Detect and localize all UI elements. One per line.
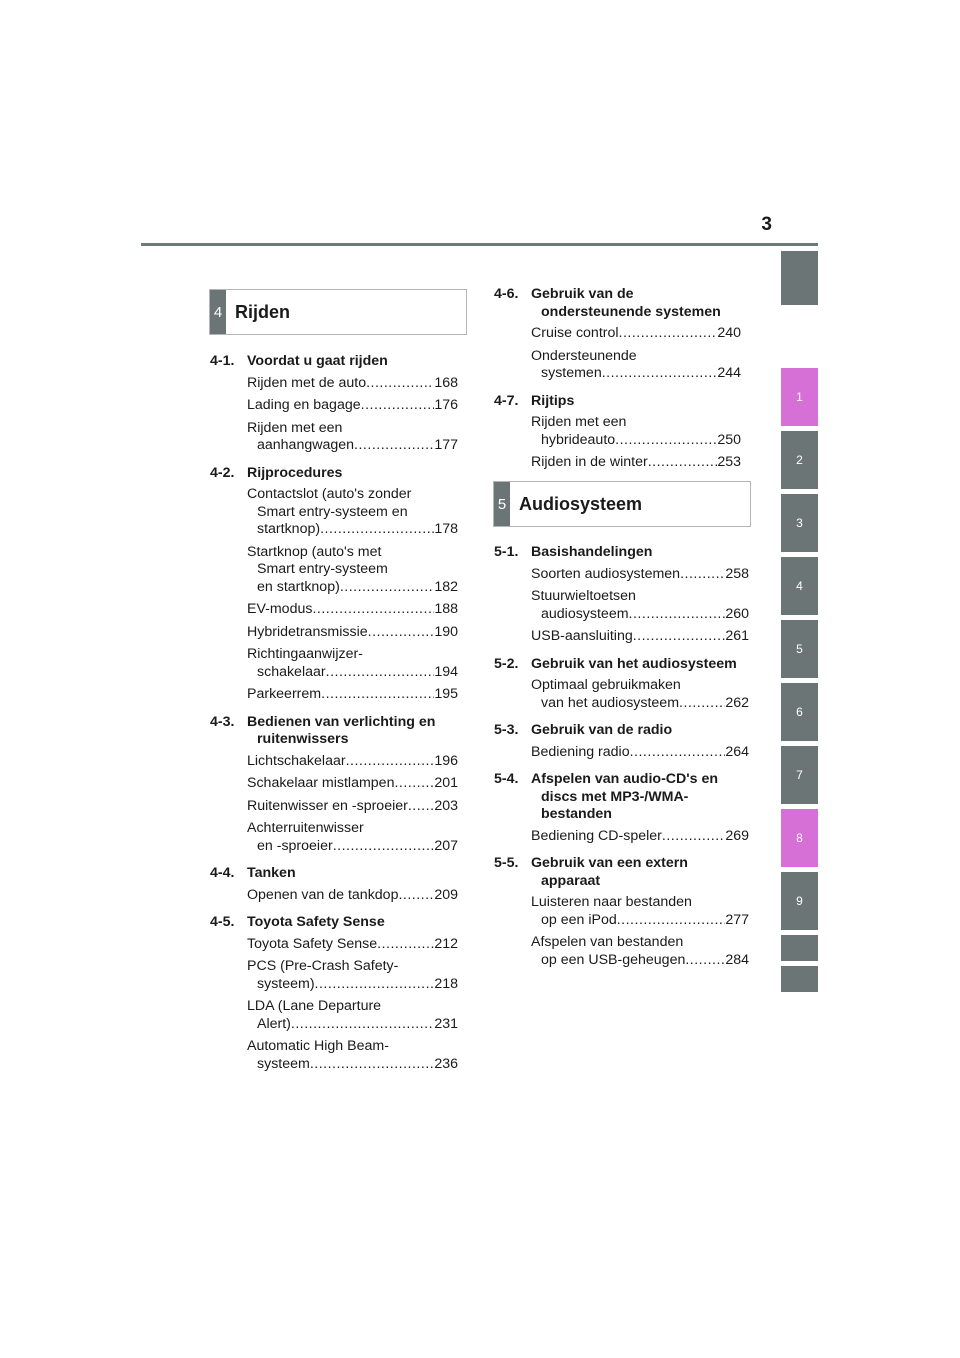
toc-page-number: 277 <box>725 911 749 928</box>
chapter-title-line: Toyota Safety Sense <box>247 914 385 930</box>
toc-page-number: 177 <box>434 437 458 453</box>
chapter-title-line: ondersteunende systemen <box>541 303 721 320</box>
toc-entry-line: Rijden met een <box>531 414 627 430</box>
toc-entry-text: USB-aansluiting <box>531 628 633 644</box>
dot-leader <box>633 628 726 646</box>
toc-entry-final-line <box>247 838 458 856</box>
toc-page-number: 244 <box>717 365 741 381</box>
toc-entry-text: Rijden in de winter <box>531 454 648 470</box>
chapter-title-line: discs met MP3-/WMA- <box>541 788 689 805</box>
toc-entry-line: Achterruitenwisser <box>247 820 364 836</box>
toc-entry-final-line <box>247 1016 458 1034</box>
chapter-title <box>247 465 458 483</box>
toc-entry-final-line <box>247 775 458 793</box>
toc-entry-final-line <box>531 695 749 713</box>
toc-entry[interactable] <box>531 894 749 929</box>
chapter-tab-3[interactable]: 3 <box>781 494 818 552</box>
dot-leader <box>312 601 434 619</box>
toc-entry-final-line <box>247 1056 458 1074</box>
toc-entry-text: Lichtschakelaar <box>247 752 346 769</box>
toc-page-number: 260 <box>725 605 749 622</box>
chapter-number: 4-2. <box>210 464 235 481</box>
chapter-number: 4-6. <box>494 286 519 302</box>
toc-entry-final-line <box>531 744 749 762</box>
dot-leader <box>346 753 435 771</box>
toc-page-number: 209 <box>434 886 458 903</box>
chapter-number: 4-4. <box>210 865 235 881</box>
toc-entry-final-line <box>531 454 741 472</box>
chapter-title <box>531 393 741 411</box>
toc-entry-final-line <box>247 686 458 704</box>
toc-page-number: 168 <box>434 374 458 391</box>
toc-page-number: 261 <box>725 628 749 644</box>
toc-page-number: 190 <box>434 623 458 640</box>
toc-entry-text: Lading en bagage <box>247 397 361 413</box>
toc-entry-final-line <box>247 798 458 816</box>
toc-entry-text: aanhangwagen <box>257 437 355 453</box>
toc-entry-text: Cruise control <box>531 325 619 341</box>
toc-page-number: 207 <box>434 837 458 854</box>
chapter-heading <box>494 286 741 321</box>
dot-leader <box>368 624 435 642</box>
section-box-audiosysteem <box>493 481 751 527</box>
toc-entry[interactable] <box>247 958 458 993</box>
chapter-title-line: Gebruik van de radio <box>531 722 673 738</box>
toc-entry[interactable] <box>247 375 458 393</box>
toc-right-column-upper <box>494 286 741 472</box>
dot-leader <box>291 1016 434 1034</box>
toc-page-number: 196 <box>434 752 458 769</box>
toc-entry[interactable] <box>247 397 458 415</box>
toc-entry-line: Stuurwieltoetsen <box>531 588 636 604</box>
dot-leader <box>679 695 725 713</box>
toc-entry-text: Rijden met de auto <box>247 374 367 391</box>
toc-page-number: 258 <box>725 565 749 582</box>
toc-entry-final-line <box>247 976 458 994</box>
toc-entry[interactable] <box>531 628 749 646</box>
toc-entry[interactable] <box>247 798 458 816</box>
section-box-rijden <box>209 289 467 335</box>
dot-leader <box>619 325 718 343</box>
toc-entry-line: LDA (Lane Departure <box>247 998 382 1014</box>
chapter-number: 5-5. <box>494 855 519 871</box>
toc-entry-text: Schakelaar mistlampen <box>247 775 395 791</box>
toc-page-number: 240 <box>717 325 741 341</box>
toc-entry-text: systeem) <box>257 975 315 992</box>
chapter-title-line: Bedienen van verlichting en <box>247 713 436 730</box>
toc-entry-final-line <box>247 521 458 539</box>
toc-entry[interactable] <box>247 775 458 793</box>
chapter-title <box>531 656 749 674</box>
toc-entry-text: en -sproeier <box>257 837 333 854</box>
toc-entry-text: Ruitenwisser en -sproeier <box>247 797 408 814</box>
toc-page-number: 178 <box>434 521 458 537</box>
chapter-heading <box>210 865 458 883</box>
chapter-number: 4-5. <box>210 914 235 930</box>
toc-right-column-lower <box>494 544 749 969</box>
chapter-title <box>247 865 458 883</box>
toc-page-number: 262 <box>725 694 749 711</box>
dot-leader <box>354 437 434 455</box>
toc-entry[interactable] <box>247 646 458 681</box>
section-number: 5 <box>494 482 510 526</box>
toc-entry-final-line <box>531 432 741 450</box>
toc-page-number: 231 <box>434 1015 458 1032</box>
dot-leader <box>321 686 434 704</box>
chapter-number: 4-1. <box>210 353 235 369</box>
section-number: 4 <box>210 290 226 334</box>
dot-leader <box>685 952 725 970</box>
toc-entry[interactable] <box>247 887 458 905</box>
dot-leader <box>377 936 434 954</box>
toc-entry-line: Smart entry-systeem en <box>257 503 408 520</box>
chapter-tab-5[interactable]: 5 <box>781 620 818 678</box>
toc-entry[interactable] <box>247 936 458 954</box>
toc-entry-text: EV-modus <box>247 601 313 617</box>
chapter-number: 5-4. <box>494 771 519 787</box>
toc-entry-final-line <box>531 912 749 930</box>
chapter-tab-1[interactable]: 1 <box>781 368 818 426</box>
toc-page-number: 253 <box>717 454 741 470</box>
dot-leader <box>615 432 717 450</box>
toc-page-number: 201 <box>434 775 458 791</box>
chapter-heading <box>494 656 749 674</box>
toc-entry-final-line <box>247 753 458 771</box>
toc-page-number: 195 <box>434 686 458 702</box>
chapter-heading <box>494 722 749 740</box>
toc-entry-line: Smart entry-systeem <box>257 561 388 577</box>
toc-entry[interactable] <box>531 934 749 969</box>
toc-entry-line: Ondersteunende <box>531 347 637 364</box>
chapter-title-line: Rijprocedures <box>247 464 343 481</box>
dot-leader <box>366 375 434 393</box>
toc-entry-text: Openen van de tankdop <box>247 886 399 903</box>
chapter-title <box>247 353 458 371</box>
toc-entry-text: op een USB-geheugen <box>541 951 686 968</box>
toc-entry-line: Richtingaanwijzer- <box>247 646 363 662</box>
toc-entry[interactable] <box>247 753 458 771</box>
chapter-title <box>531 544 749 562</box>
dot-leader <box>617 912 726 930</box>
toc-entry-text: systeem <box>257 1055 310 1072</box>
toc-entry-final-line <box>531 566 749 584</box>
toc-page-number: 218 <box>434 975 458 992</box>
toc-entry[interactable] <box>247 624 458 642</box>
toc-entry-text: op een iPod <box>541 911 617 928</box>
chapter-title <box>531 286 741 321</box>
chapter-title-line: ruitenwissers <box>257 731 349 747</box>
toc-entry[interactable] <box>531 828 749 846</box>
chapter-heading <box>210 465 458 483</box>
chapter-number: 5-2. <box>494 655 519 672</box>
toc-entry[interactable] <box>531 588 749 623</box>
chapter-heading <box>210 914 458 932</box>
toc-entry-line: Optimaal gebruikmaken <box>531 677 681 693</box>
toc-page-number: 284 <box>725 951 749 968</box>
toc-entry-final-line <box>531 952 749 970</box>
toc-entry-final-line <box>247 601 458 619</box>
toc-entry[interactable] <box>247 544 458 597</box>
toc-entry[interactable] <box>531 348 741 383</box>
toc-page-number: 212 <box>434 935 458 952</box>
toc-left-column <box>210 353 458 1073</box>
section-title: Rijden <box>235 301 291 322</box>
toc-page-number: 269 <box>725 827 749 844</box>
dot-leader <box>320 521 434 539</box>
toc-page-number: 182 <box>434 578 458 595</box>
toc-page-number: 264 <box>725 743 749 760</box>
chapter-title-line: Tanken <box>247 865 296 881</box>
chapter-title-line: Gebruik van het audiosysteem <box>531 655 737 672</box>
toc-entry[interactable] <box>247 686 458 704</box>
toc-entry-text: Parkeerrem <box>247 686 322 702</box>
chapter-heading <box>494 544 749 562</box>
chapter-title <box>247 914 458 932</box>
chapter-tab-blank[interactable] <box>781 251 818 305</box>
toc-entry[interactable] <box>531 566 749 584</box>
toc-entry-text: en startknop) <box>257 578 340 595</box>
toc-entry-final-line <box>531 606 749 624</box>
toc-entry-line: Rijden met een <box>247 419 343 436</box>
chapter-title-line: Gebruik van de <box>531 286 634 302</box>
chapter-title-line: bestanden <box>541 806 612 822</box>
chapter-number: 4-3. <box>210 713 235 730</box>
toc-entry-text: hybrideauto <box>541 431 616 448</box>
toc-page-number: 194 <box>434 663 458 680</box>
chapter-tab-2[interactable]: 2 <box>781 431 818 489</box>
dot-leader <box>310 1056 435 1074</box>
dot-leader <box>680 566 725 584</box>
toc-page-number: 250 <box>717 431 741 448</box>
dot-leader <box>662 828 725 846</box>
dot-leader <box>361 397 435 415</box>
section-title: Audiosysteem <box>519 493 643 514</box>
toc-entry[interactable] <box>531 325 741 343</box>
chapter-number: 4-7. <box>494 392 519 409</box>
toc-entry-final-line <box>247 887 458 905</box>
chapter-tab-6[interactable]: 6 <box>781 683 818 741</box>
toc-entry-final-line <box>531 628 749 646</box>
chapter-title <box>247 714 458 749</box>
chapter-number: 5-3. <box>494 722 519 738</box>
toc-entry-line: Contactslot (auto's zonder <box>247 486 412 502</box>
page-number: 3 <box>761 214 772 235</box>
toc-entry-text: startknop) <box>257 521 321 537</box>
chapter-title-line: Gebruik van een extern <box>531 855 688 871</box>
chapter-title-line: Afspelen van audio-CD's en <box>531 771 719 787</box>
toc-entry-text: systemen <box>541 365 602 381</box>
chapter-title-line: Voordat u gaat rijden <box>247 353 388 369</box>
toc-entry-text: Hybridetransmissie <box>247 623 368 640</box>
toc-entry-final-line <box>247 397 458 415</box>
toc-entry-final-line <box>247 579 458 597</box>
chapter-tab-9[interactable]: 9 <box>781 872 818 930</box>
dot-leader <box>333 838 435 856</box>
chapter-heading <box>494 771 749 824</box>
chapter-tab-blank[interactable] <box>781 966 818 992</box>
toc-page-number: 203 <box>434 797 458 814</box>
dot-leader <box>340 579 435 597</box>
toc-entry-text: Bediening radio <box>531 743 630 760</box>
chapter-tab-4[interactable]: 4 <box>781 557 818 615</box>
dot-leader <box>630 744 726 762</box>
chapter-tab-8[interactable]: 8 <box>781 809 818 867</box>
toc-entry-final-line <box>247 664 458 682</box>
dot-leader <box>629 606 726 624</box>
toc-entry-line: PCS (Pre-Crash Safety- <box>247 958 399 974</box>
chapter-heading <box>494 855 749 890</box>
chapter-title-line: Rijtips <box>531 392 575 409</box>
chapter-title <box>531 855 749 890</box>
toc-entry-text: audiosysteem <box>541 605 629 622</box>
toc-entry[interactable] <box>531 414 741 449</box>
chapter-title-line: apparaat <box>541 872 601 889</box>
toc-entry-text: Alert) <box>257 1015 291 1032</box>
toc-entry[interactable] <box>531 744 749 762</box>
chapter-title <box>531 771 749 824</box>
toc-entry-text: Soorten audiosystemen <box>531 565 681 582</box>
chapter-number: 5-1. <box>494 544 519 560</box>
dot-leader <box>394 775 434 793</box>
dot-leader <box>398 887 434 905</box>
toc-entry-line: Afspelen van bestanden <box>531 934 684 950</box>
toc-entry[interactable] <box>247 998 458 1033</box>
chapter-heading <box>210 714 458 749</box>
chapter-title-line: Basishandelingen <box>531 544 653 560</box>
toc-entry[interactable] <box>247 420 458 455</box>
toc-entry[interactable] <box>247 1038 458 1073</box>
toc-page-number: 176 <box>434 397 458 413</box>
dot-leader <box>326 664 435 682</box>
toc-entry-final-line <box>247 624 458 642</box>
toc-entry-final-line <box>247 936 458 954</box>
chapter-tab-blank[interactable] <box>781 935 818 961</box>
toc-entry-final-line <box>247 375 458 393</box>
toc-page-number: 236 <box>434 1055 458 1072</box>
toc-entry[interactable] <box>247 820 458 855</box>
chapter-title <box>531 722 749 740</box>
toc-entry[interactable] <box>531 454 741 472</box>
dot-leader <box>315 976 435 994</box>
chapter-heading <box>494 393 741 411</box>
toc-entry-text: Toyota Safety Sense <box>247 935 378 952</box>
toc-entry-text: Bediening CD-speler <box>531 827 662 844</box>
toc-entry-text: schakelaar <box>257 663 326 680</box>
toc-entry-text: van het audiosysteem <box>541 694 680 711</box>
toc-entry-final-line <box>531 365 741 383</box>
toc-page-number: 188 <box>434 601 458 617</box>
toc-entry[interactable] <box>247 601 458 619</box>
dot-leader <box>602 365 718 383</box>
toc-entry-line: Startknop (auto's met <box>247 543 382 560</box>
toc-entry-final-line <box>531 325 741 343</box>
chapter-tab-7[interactable]: 7 <box>781 746 818 804</box>
chapter-heading <box>210 353 458 371</box>
dot-leader <box>408 798 434 816</box>
header-rule <box>141 243 818 246</box>
dot-leader <box>648 454 718 472</box>
toc-entry-final-line <box>247 437 458 455</box>
toc-entry-line: Luisteren naar bestanden <box>531 894 692 910</box>
toc-entry-final-line <box>531 828 749 846</box>
toc-entry[interactable] <box>531 677 749 712</box>
toc-entry-line: Automatic High Beam- <box>247 1038 389 1054</box>
toc-entry[interactable] <box>247 486 458 539</box>
